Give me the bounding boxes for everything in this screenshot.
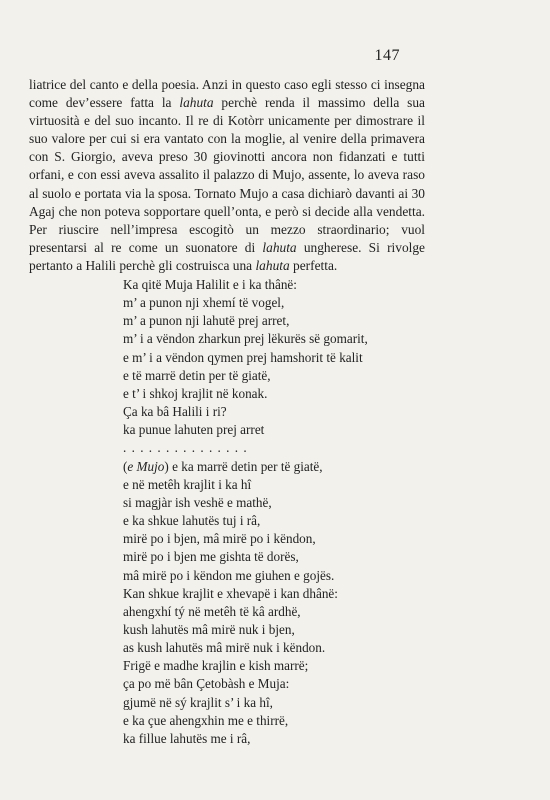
verse-line: gjumë në sý krajlit s’ i ka hî, bbox=[123, 694, 273, 710]
verse-line: m’ a punon nji xhemí të vogel, bbox=[123, 295, 285, 311]
verse-line: ahengxhí tý në metêh të kâ ardhë, bbox=[123, 603, 301, 619]
verse-line: kush lahutës mâ mirë nuk i bjen, bbox=[123, 621, 295, 637]
verse-line: e t’ i shkoj krajlit në konak. bbox=[123, 385, 268, 401]
verse-block bbox=[123, 276, 423, 748]
verse-line: m’ i a vëndon zharkun prej lëkurës së gomarit, bbox=[123, 331, 368, 347]
verse-line: e ka shkue lahutës tuj i râ, bbox=[123, 513, 261, 529]
verse-line: m’ a punon nji lahutë prej arret, bbox=[123, 313, 290, 329]
verse-line: mâ mirë po i këndon me giuhen e gojës. bbox=[123, 567, 335, 583]
verse-line: si magjàr ish veshë e mathë, bbox=[123, 494, 272, 510]
verse-line: mirë po i bjen me gishta të dorës, bbox=[123, 549, 299, 565]
verse-line: Kan shkue krajlit e xhevapë i kan dhânë: bbox=[123, 585, 338, 601]
verse-line: Frigë e madhe krajlin e kish marrë; bbox=[123, 658, 309, 674]
verse-line: as kush lahutës mâ mirë nuk i këndon. bbox=[123, 640, 326, 656]
verse-line: e m’ i a vëndon qymen prej hamshorit të kalit bbox=[123, 349, 363, 365]
prose-paragraph bbox=[29, 76, 425, 275]
verse-line-rest: ) e ka marrë detin per të giatë, bbox=[164, 458, 323, 474]
prose-segment: liatrice del canto e della poesia. Anzi in questo caso egli stesso ci insegna come dev’essere fatta la bbox=[29, 77, 425, 111]
verse-line: Ça ka bâ Halili i ri? bbox=[123, 404, 227, 420]
verse-line: Ka qitë Muja Halilit e i ka thânë: bbox=[123, 277, 297, 292]
prose-segment: perchè renda il massimo della sua virtuosità e del suo incanto. Il re di Kotòrr unicamente per dimostrare il suo valore per cui si era vantato con la moglie, al venire della primavera con S. Giorgio, aveva preso 30 giovinotti ancora non fidanzati e tutti orfani, e con essi aveva assalito il palazzo di Mujo, assente, lo aveva raso al suolo e portata via la sposa. Tornato Mujo a casa dichiarò davanti ai 30 Agaj che non poteva sopportare quell’onta, e però si decide alla vendetta. Per riuscire nell’impresa escogitò un mezzo straordinario; vuol presentarsi al re come un suonatore di bbox=[29, 95, 425, 255]
paragraph-text bbox=[29, 76, 425, 275]
ellipsis-line: . . . . . . . . . . . . . . . bbox=[123, 440, 248, 456]
verse-line: ka fillue lahutës me i râ, bbox=[123, 730, 251, 746]
verse-line: ça po më bân Çetobàsh e Muja: bbox=[123, 676, 290, 692]
prose-segment: ungherese. Si rivolge pertanto a Halili perchè gli costruisca una bbox=[29, 239, 425, 273]
italic-term: lahuta bbox=[179, 95, 214, 111]
verse-line: (e Mujo) e ka marrë detin per të giatë, bbox=[123, 458, 323, 474]
verse-line: mirë po i bjen, mâ mirë po i këndon, bbox=[123, 531, 316, 547]
page-number: 147 bbox=[374, 47, 400, 64]
prose-segment: perfetta. bbox=[289, 257, 338, 273]
verse-line: e në metêh krajlit i ka hî bbox=[123, 476, 252, 492]
verse-line: e të marrë detin per të giatë, bbox=[123, 367, 271, 383]
italic-term: lahuta bbox=[255, 257, 290, 273]
italic-term: lahuta bbox=[262, 239, 297, 255]
verse-line: ka punue lahuten prej arret bbox=[123, 422, 265, 438]
verse-line: e ka çue ahengxhin me e thirrë, bbox=[123, 712, 289, 728]
italic-name: e Mujo bbox=[127, 458, 165, 474]
